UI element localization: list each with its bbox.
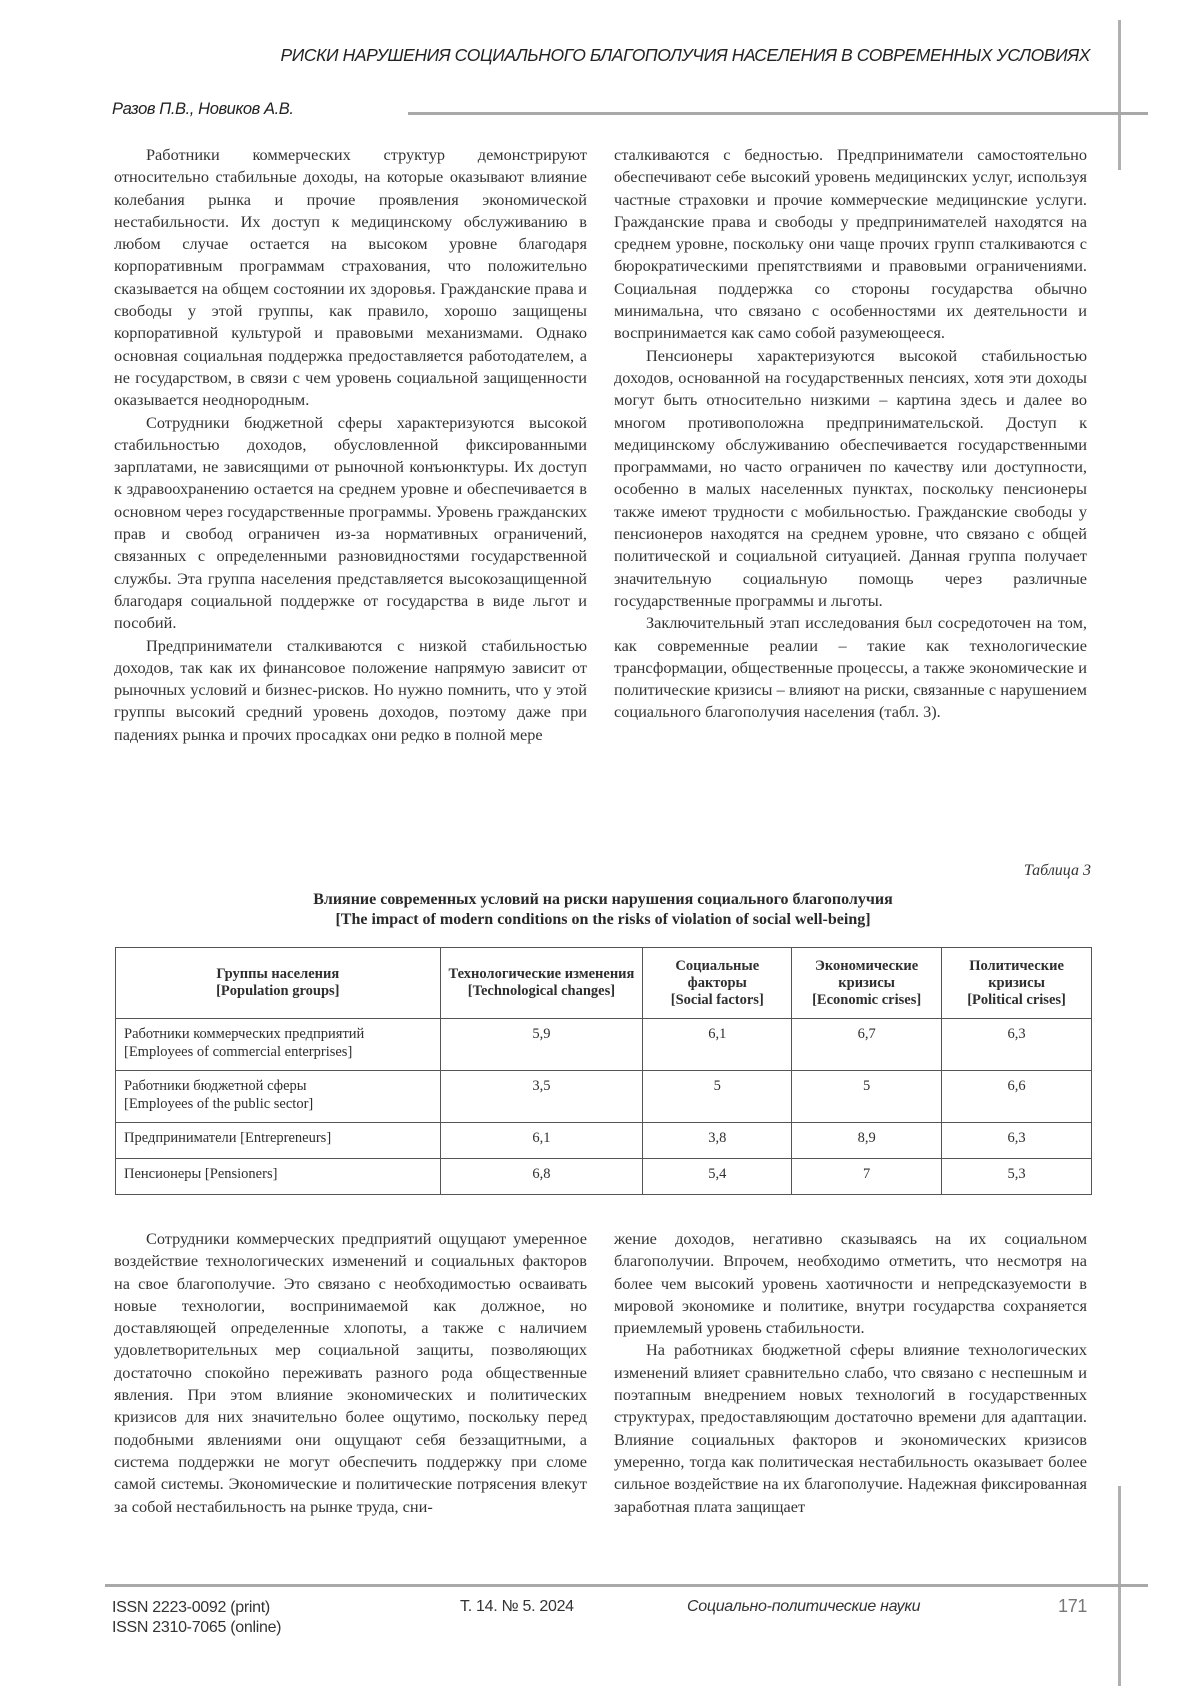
column-header: Группы населения [Population groups] bbox=[116, 948, 441, 1019]
footer-volume: Т. 14. № 5. 2024 bbox=[460, 1598, 574, 1615]
group-cell: Работники коммерческих предприятий [Employees of commercial enterprises] bbox=[116, 1019, 441, 1071]
data-table bbox=[115, 947, 1092, 1195]
value-cell: 6,1 bbox=[643, 1019, 792, 1071]
paragraph: Сотрудники бюджетной сферы характеризуются высокой стабильностью доходов, обусловленной фиксированными зарплатами, не зависящими от рыночной конъюнктуры. Их доступ к здравоохранению остается на среднем уровне и обеспечивается в основном через государственные программы. Уровень гражданских прав и свобод ограничен из-за нормативных ограничений, связанных с определенными разновидностями государственной службы. Эта группа населения представляется высокозащищенной благодаря социальной поддержке от государства в виде льгот и пособий. bbox=[114, 412, 587, 633]
paragraph: Предприниматели сталкиваются с низкой стабильностью доходов, так как их финансовое положение напрямую зависит от рыночных условий и бизнес-рисков. Но нужно помнить, что у этой группы высокий средний уровень доходов, поэтому даже при падениях рынка и прочих просадках они редко в полной мере bbox=[114, 635, 587, 744]
table-row bbox=[116, 1019, 1092, 1071]
vertical-rule-top bbox=[1118, 20, 1121, 170]
value-cell: 3,5 bbox=[440, 1071, 643, 1123]
group-cell: Работники бюджетной сферы [Employees of the public sector] bbox=[116, 1071, 441, 1123]
value-cell: 6,3 bbox=[942, 1019, 1092, 1071]
table-row bbox=[116, 1123, 1092, 1159]
value-cell: 7 bbox=[792, 1159, 942, 1195]
column-header: Социальные факторы [Social factors] bbox=[643, 948, 792, 1019]
paragraph: На работниках бюджетной сферы влияние технологических изменений влияет сравнительно слабо, что связано с неспешным и поэтапным внедрением новых технологий в государственных структурах, предоставляющим достаточно времени для адаптации. Влияние социальных факторов и экономических кризисов умеренно, тогда как политическая нестабильность оказывает более сильное воздействие на их благополучие. Надежная фиксированная заработная плата защищает bbox=[614, 1340, 1087, 1516]
column-header: Технологические изменения [Technological changes] bbox=[440, 948, 643, 1019]
value-cell: 6,3 bbox=[942, 1123, 1092, 1159]
table-row bbox=[116, 1159, 1092, 1195]
paragraph: Заключительный этап исследования был сосредоточен на том, как современные реалии – такие как технологические трансформации, общественные процессы, а также экономические и политические кризисы – влияют на риски, связанные с нарушением социального благополучия населения (табл. 3). bbox=[614, 613, 1087, 722]
body-bottom-left-column bbox=[114, 1228, 587, 1518]
table-title bbox=[115, 890, 1091, 930]
issn-print: ISSN 2223-0092 (print) bbox=[112, 1599, 270, 1616]
footer-issn bbox=[112, 1598, 281, 1638]
body-top-right-column bbox=[614, 144, 1087, 724]
group-cell: Пенсионеры [Pensioners] bbox=[116, 1159, 441, 1195]
table-title-ru: Влияние современных условий на риски нарушения социального благополучия bbox=[313, 891, 893, 908]
body-bottom-right-column bbox=[614, 1228, 1087, 1518]
paragraph: сталкиваются с бедностью. Предприниматели самостоятельно обеспечивают себе высокий уровень медицинских услуг, используя частные страховки и прочие коммерческие медицинские услуги. Гражданские права и свободы у предпринимателей находятся на среднем уровне, поскольку они чаще прочих групп сталкиваются с бюрократическими препятствиями и правовыми ограничениями. Социальная поддержка со стороны государства обычно минимальна, что связано с особенностями их деятельности и воспринимается как само собой разумеющееся. bbox=[614, 145, 1087, 343]
body-top-left-column bbox=[114, 144, 587, 746]
paragraph: Пенсионеры характеризуются высокой стабильностью доходов, основанной на государственных пенсиях, хотя эти доходы могут быть относительно низкими – картина здесь и далее во многом противоположна предпринимательской. Доступ к медицинскому обслуживанию обеспечивается государственными программами, но часто ограничен по качеству или доступности, особенно в малых населенных пунктах, поскольку пенсионеры также имеют трудности с мобильностью. Гражданские свободы у пенсионеров находятся на среднем уровне, что связано с общей политической и социальной ситуацией. Данная группа получает значительную социальную помощь через различные государственные программы и льготы. bbox=[614, 345, 1087, 610]
table-row bbox=[116, 1071, 1092, 1123]
value-cell: 5 bbox=[792, 1071, 942, 1123]
paragraph: Работники коммерческих структур демонстрируют относительно стабильные доходы, на которые оказывают влияние колебания рынка и прочие проявления экономической нестабильности. Их доступ к медицинскому обслуживанию в любом случае остается на высоком уровне благодаря корпоративным программам страхования, что положительно сказывается на общем состоянии их здоровья. Гражданские права и свободы у этой группы, как правило, хорошо защищены корпоративной культурой и правовыми механизмами. Однако основная социальная поддержка предоставляется работодателем, а не государством, в связи с чем уровень социальной защищенности оказывается неоднородным. bbox=[114, 145, 587, 410]
value-cell: 8,9 bbox=[792, 1123, 942, 1159]
footer-journal: Социально-политические науки bbox=[687, 1598, 921, 1615]
value-cell: 6,1 bbox=[440, 1123, 643, 1159]
issn-online: ISSN 2310-7065 (online) bbox=[112, 1619, 282, 1636]
value-cell: 3,8 bbox=[643, 1123, 792, 1159]
value-cell: 5,3 bbox=[942, 1159, 1092, 1195]
value-cell: 6,8 bbox=[440, 1159, 643, 1195]
paragraph: Сотрудники коммерческих предприятий ощущают умеренное воздействие технологических изменений и социальных факторов на свое благополучие. Это связано с необходимостью осваивать новые технологии, воспринимаемой как должное, но доставляющей определенные хлопоты, а также с наличием удовлетворительных мер социальной защиты, позволяющих достаточно спокойно переживать разного рода общественные явления. При этом влияние экономических и политических кризисов для них значительно более ощутимо, поскольку перед подобными явлениями они ощущают себя беззащитными, а система поддержки не могут обеспечить поддержку при сломе самой системы. Экономические и политические потрясения влекут за собой нестабильность на рынке труда, сни- bbox=[114, 1229, 587, 1516]
table-label: Таблица 3 bbox=[1023, 862, 1091, 879]
value-cell: 5 bbox=[643, 1071, 792, 1123]
column-header: Экономические кризисы [Economic crises] bbox=[792, 948, 942, 1019]
header-rule bbox=[408, 112, 1148, 115]
value-cell: 6,6 bbox=[942, 1071, 1092, 1123]
authors: Разов П.В., Новиков А.В. bbox=[112, 100, 294, 118]
running-title: РИСКИ НАРУШЕНИЯ СОЦИАЛЬНОГО БЛАГОПОЛУЧИЯ НАСЕЛЕНИЯ В СОВРЕМЕННЫХ УСЛОВИЯХ bbox=[280, 45, 1090, 65]
page-number: 171 bbox=[1058, 1596, 1088, 1616]
footer-rule bbox=[105, 1584, 1148, 1587]
value-cell: 5,4 bbox=[643, 1159, 792, 1195]
value-cell: 6,7 bbox=[792, 1019, 942, 1071]
column-header: Политические кризисы [Political crises] bbox=[942, 948, 1092, 1019]
paragraph: жение доходов, негативно сказываясь на их социальном благополучии. Впрочем, необходимо отметить, что несмотря на более чем высокий уровень хаотичности и непредсказуемости в мировой экономике и политике, внутри государства сохраняется приемлемый уровень стабильности. bbox=[614, 1229, 1087, 1338]
group-cell: Предприниматели [Entrepreneurs] bbox=[116, 1123, 441, 1159]
table-header-row bbox=[116, 948, 1092, 1019]
table-title-en: [The impact of modern conditions on the risks of violation of social well-being] bbox=[335, 911, 871, 928]
value-cell: 5,9 bbox=[440, 1019, 643, 1071]
